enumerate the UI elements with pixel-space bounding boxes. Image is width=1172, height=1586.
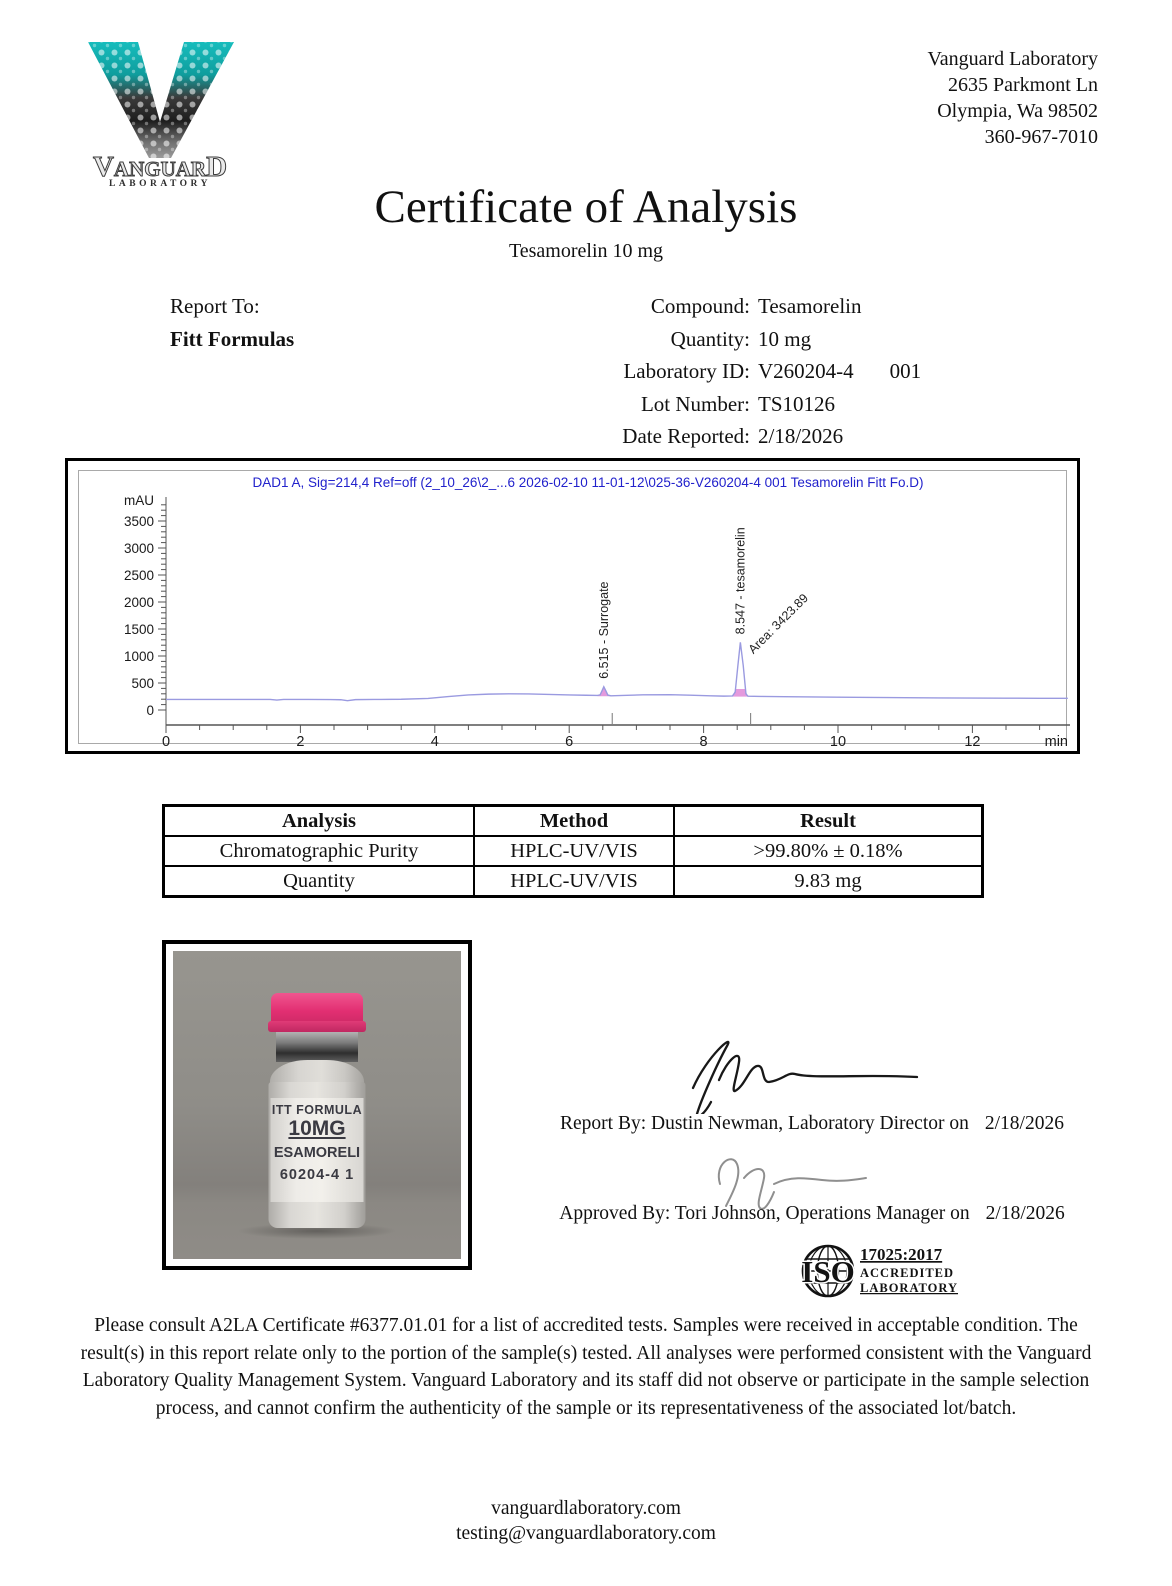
svg-text:6: 6 — [565, 734, 574, 750]
vanguard-logo — [72, 36, 248, 193]
vanguard-logo-icon — [72, 36, 248, 188]
col-result: Result — [674, 806, 983, 837]
col-method: Method — [474, 806, 674, 837]
svg-text:8.547 - tesamorelin: 8.547 - tesamorelin — [733, 527, 748, 635]
svg-text:1000: 1000 — [123, 649, 154, 664]
iso-laboratory-text: LABORATORY — [860, 1281, 959, 1295]
iso-accreditation-badge — [798, 1242, 963, 1305]
svg-text:2: 2 — [296, 734, 305, 750]
detail-lot-number: Lot Number: TS10126 — [640, 391, 836, 416]
report-to-block — [170, 290, 294, 356]
footer-block — [0, 1496, 1172, 1546]
sample-details-block — [545, 290, 921, 453]
vial-body — [269, 1082, 366, 1228]
vial-cap — [271, 993, 363, 1023]
svg-text:6.515 - Surrogate: 6.515 - Surrogate — [596, 581, 611, 679]
col-analysis: Analysis — [164, 806, 475, 837]
svg-text:3500: 3500 — [123, 514, 154, 529]
footer-email: testing@vanguardlaboratory.com — [456, 1523, 716, 1544]
lab-city: Olympia, Wa 98502 — [937, 100, 1098, 122]
footer-website: vanguardlaboratory.com — [491, 1498, 681, 1519]
results-header-row — [164, 806, 983, 837]
svg-text:Area: 3423.89: Area: 3423.89 — [745, 591, 812, 657]
lab-name: Vanguard Laboratory — [927, 48, 1098, 70]
disclaimer-text: Please consult A2LA Certificate #6377.01.01 for a list of accredited tests. Samples were received in acceptable condition. The result(s) in this report relate only to the portion of the sample(s) tested. All analyses were performed consistent with the Vanguard Laboratory Quality Management System. Vanguard Laboratory and its staff did not observe or participate in the sample selection process, and cannot confirm the authenticity of the sample or its representativeness of the associated lot/batch. — [80, 1315, 1092, 1419]
detail-laboratory-id: Laboratory ID: V260204-4 001 — [623, 359, 922, 383]
svg-text:10: 10 — [829, 734, 847, 750]
report-to-label: Report To: — [170, 294, 260, 318]
vial-label: ITT FORMULA 10MG ESAMORELI 60204-4 1 — [271, 1098, 364, 1202]
detail-compound: Compound: Tesamorelin — [650, 294, 862, 318]
report-by-date: 2/18/2026 — [984, 1113, 1064, 1134]
svg-text:mAU: mAU — [124, 493, 154, 508]
manager-signature-icon — [690, 1142, 890, 1212]
vial-cap-lip — [268, 1021, 366, 1032]
page-title: Certificate of Analysis — [374, 181, 798, 233]
chromatogram-panel — [65, 458, 1080, 754]
svg-text:4: 4 — [430, 734, 439, 750]
svg-text:0: 0 — [161, 734, 171, 750]
report-by-line — [542, 1113, 1082, 1135]
svg-text:0: 0 — [146, 703, 154, 718]
vial-photo-scene — [173, 951, 461, 1259]
report-to-name: Fitt Formulas — [170, 327, 295, 351]
table-row: Chromatographic Purity HPLC-UV/VIS >99.80% ± 0.18% — [164, 836, 983, 866]
page-subtitle: Tesamorelin 10 mg — [508, 240, 664, 262]
director-signature-icon — [655, 1022, 955, 1114]
chromatogram-svg — [68, 461, 1077, 751]
iso-text: ISO — [801, 1254, 855, 1289]
svg-text:1500: 1500 — [123, 622, 154, 637]
approved-by-date: 2/18/2026 — [985, 1203, 1065, 1224]
vial-crimp — [276, 1032, 358, 1062]
iso-accredited-text: ACCREDITED — [860, 1266, 955, 1280]
svg-text:8: 8 — [699, 734, 708, 750]
lab-street: 2635 Parkmont Ln — [948, 74, 1098, 96]
approved-by-line — [542, 1203, 1082, 1225]
approved-by-text: Approved By: Tori Johnson, Operations Manager on — [559, 1203, 970, 1224]
iso-standard-text: 17025:2017 — [860, 1245, 943, 1264]
detail-quantity: Quantity: 10 mg — [670, 326, 812, 351]
table-row: Quantity HPLC-UV/VIS 9.83 mg — [164, 866, 983, 897]
vial-photo — [162, 940, 472, 1270]
svg-text:500: 500 — [131, 676, 154, 691]
svg-text:2000: 2000 — [123, 595, 154, 610]
iso-globe-icon — [798, 1242, 963, 1300]
svg-text:12: 12 — [964, 734, 981, 750]
lab-address-block — [928, 46, 1099, 150]
svg-text:3000: 3000 — [123, 541, 154, 556]
logo-wordmark: VANGUARD — [92, 151, 228, 183]
report-by-text: Report By: Dustin Newman, Laboratory Director on — [560, 1113, 969, 1134]
results-table — [162, 804, 984, 898]
detail-date-reported: Date Reported: 2/18/2026 — [622, 424, 844, 448]
svg-text:2500: 2500 — [123, 568, 154, 583]
svg-text:DAD1 A, Sig=214,4 Ref=off (2_1: DAD1 A, Sig=214,4 Ref=off (2_10_26\2_...6 2026-02-10 11-01-12\025-36-V260204-4 001 Tesamorelin Fitt Fo.D) — [252, 475, 924, 490]
vial-shoulder — [270, 1060, 364, 1084]
lab-phone: 360-967-7010 — [984, 126, 1098, 148]
svg-text:min: min — [1044, 734, 1068, 750]
logo-subtext: LABORATORY — [109, 179, 211, 188]
